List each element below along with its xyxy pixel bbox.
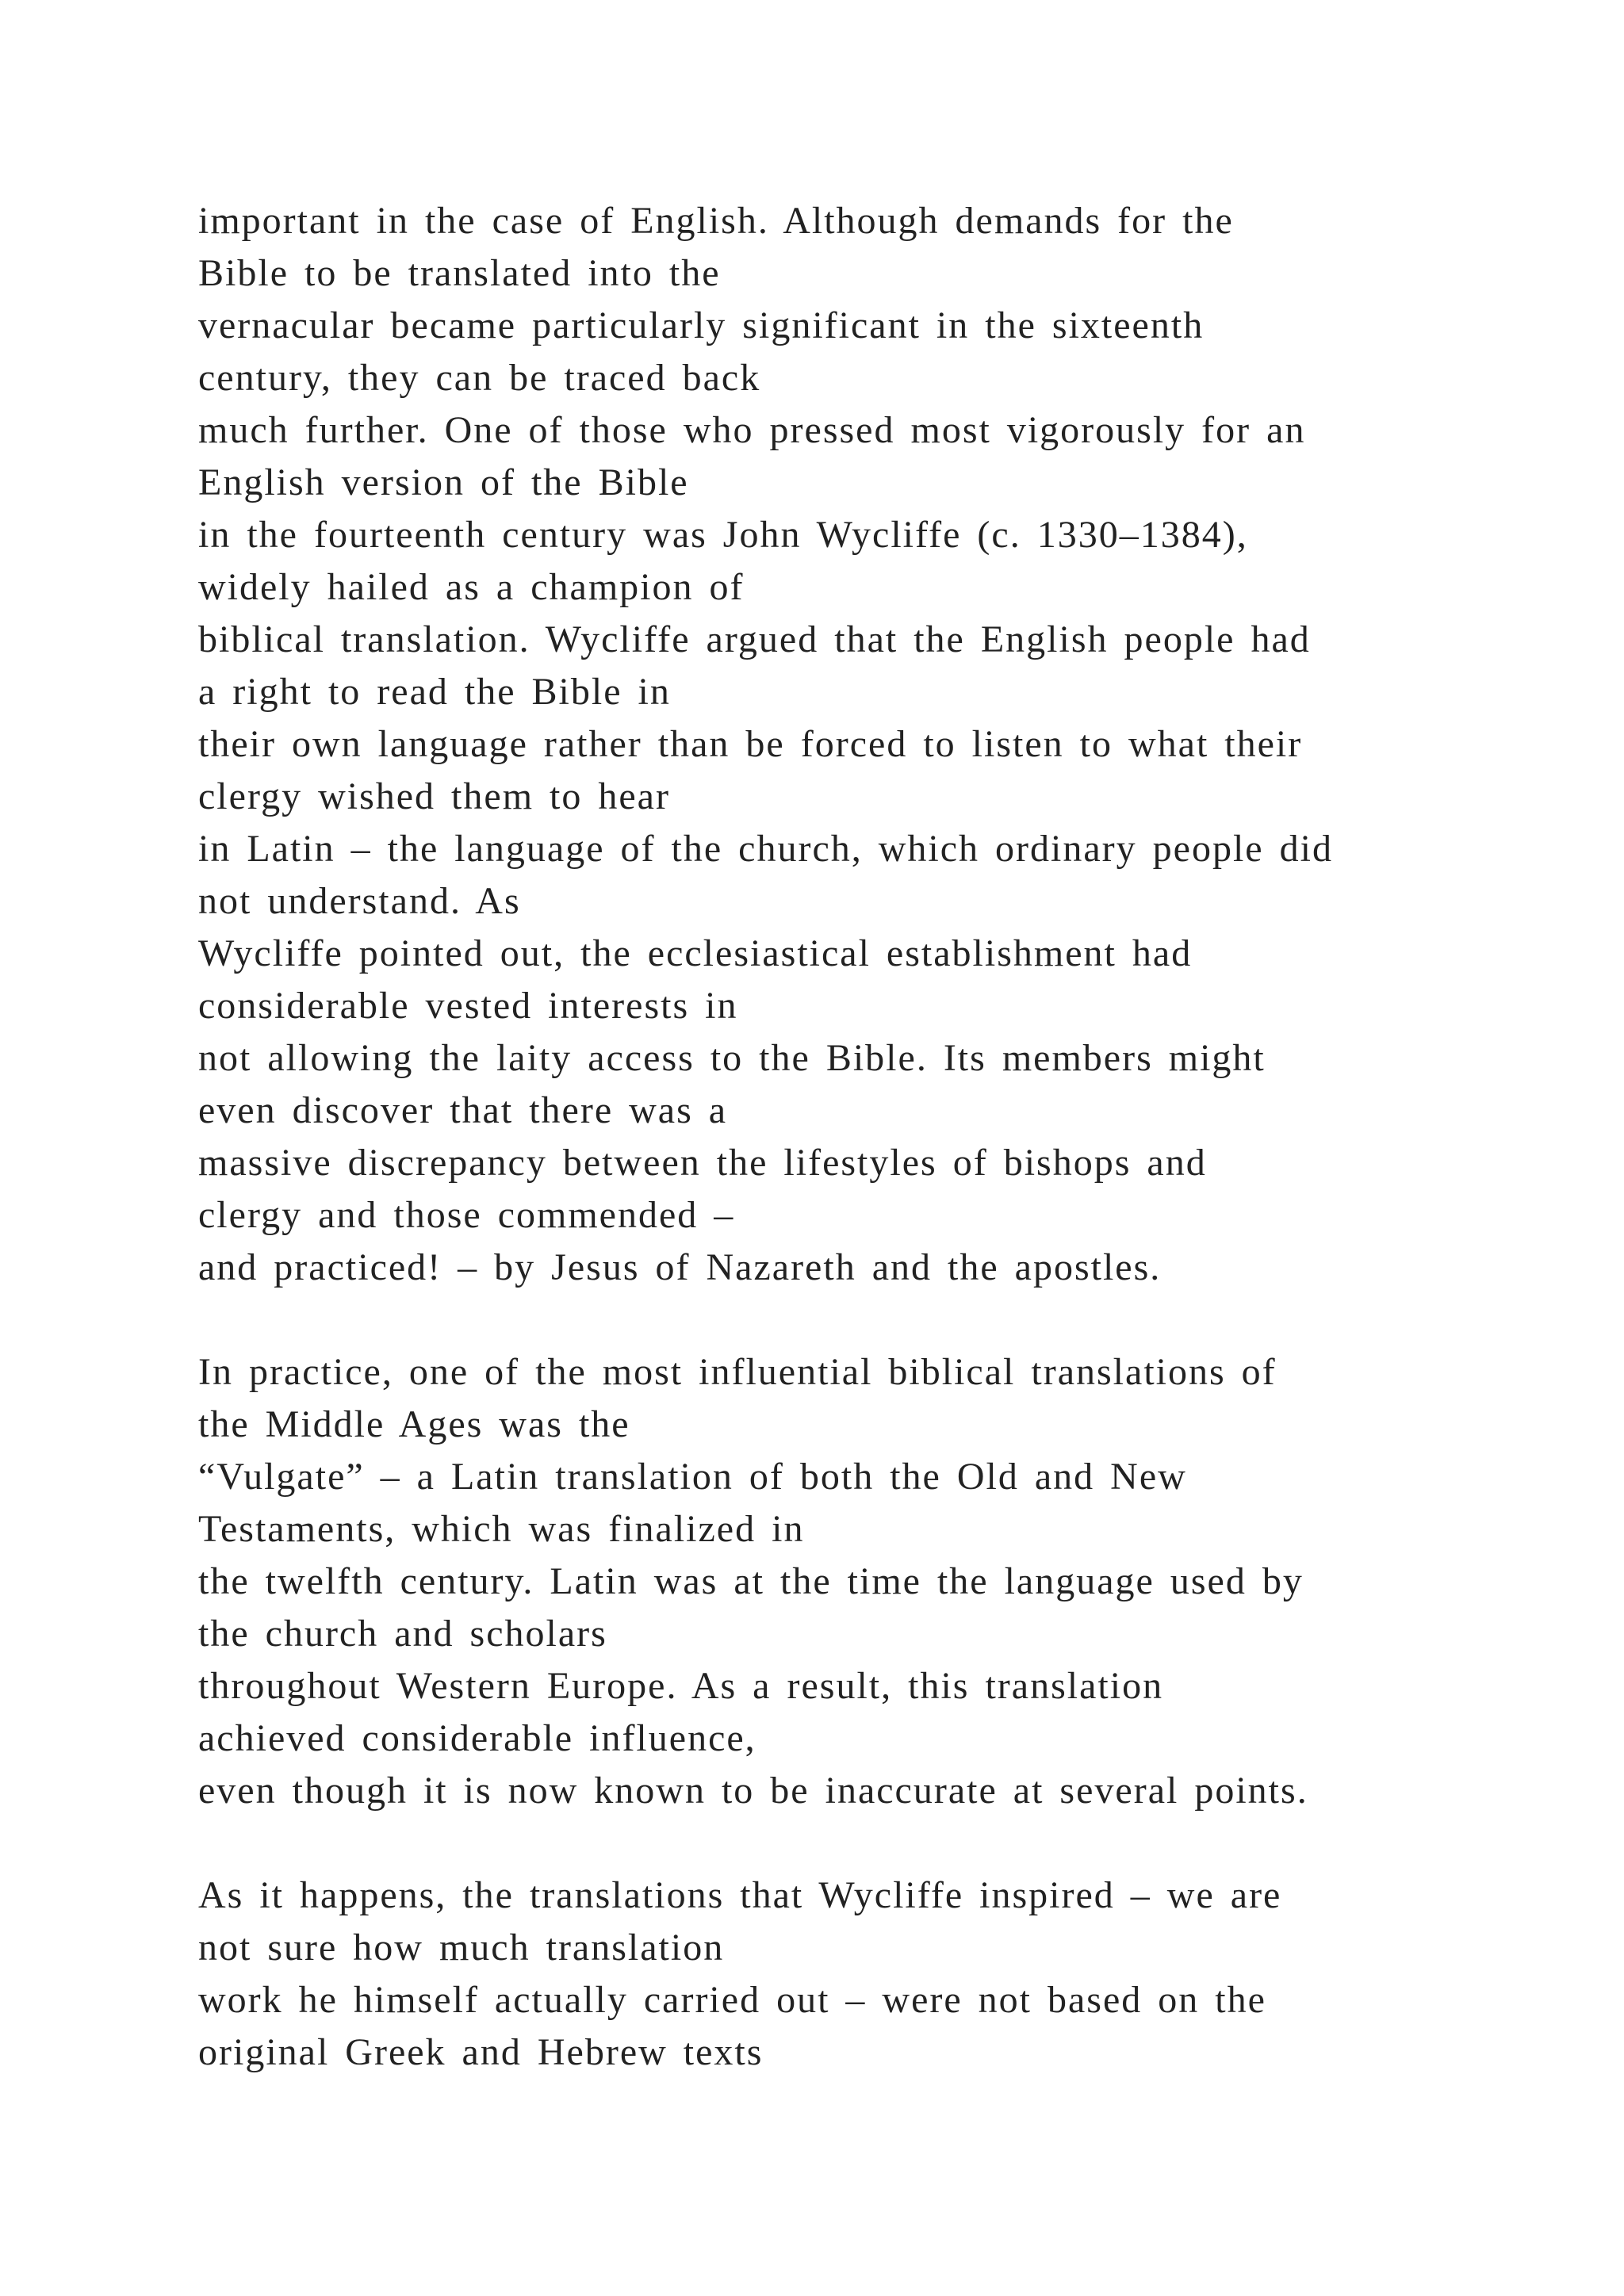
text-line: even discover that there was a	[198, 1089, 728, 1131]
text-line: work he himself actually carried out – were not based on the	[198, 1979, 1266, 2021]
paragraph-2	[198, 1346, 1546, 1817]
text-line: throughout Western Europe. As a result, this translation	[198, 1665, 1164, 1707]
text-line: century, they can be traced back	[198, 357, 761, 399]
text-line: the twelfth century. Latin was at the time the language used by	[198, 1560, 1304, 1602]
text-line: Bible to be translated into the	[198, 252, 721, 294]
text-line: and practiced! – by Jesus of Nazareth and the apostles.	[198, 1246, 1162, 1288]
text-line: massive discrepancy between the lifestyles of bishops and	[198, 1142, 1207, 1184]
text-line: “Vulgate” – a Latin translation of both the Old and New	[198, 1456, 1187, 1498]
text-line: original Greek and Hebrew texts	[198, 2031, 764, 2073]
text-line: clergy and those commended –	[198, 1194, 735, 1236]
text-line: even though it is now known to be inaccurate at several points.	[198, 1770, 1308, 1812]
text-line: a right to read the Bible in	[198, 671, 671, 713]
text-line: in the fourteenth century was John Wycliffe (c. 1330–1384),	[198, 514, 1248, 556]
text-line: As it happens, the translations that Wycliffe inspired – we are	[198, 1874, 1282, 1916]
paragraph-spacer	[198, 1294, 1546, 1346]
paragraph-1	[198, 195, 1546, 1294]
text-line: achieved considerable influence,	[198, 1717, 756, 1759]
text-line: Testaments, which was finalized in	[198, 1508, 805, 1550]
text-line: the church and scholars	[198, 1613, 607, 1655]
text-line: English version of the Bible	[198, 461, 689, 503]
paragraph-3	[198, 1869, 1546, 2079]
text-line: considerable vested interests in	[198, 985, 738, 1027]
text-line: in Latin – the language of the church, which ordinary people did	[198, 828, 1333, 870]
text-line: biblical translation. Wycliffe argued that the English people had	[198, 618, 1311, 660]
text-line: clergy wished them to hear	[198, 775, 670, 817]
text-line: the Middle Ages was the	[198, 1403, 630, 1445]
text-line: Wycliffe pointed out, the ecclesiastical establishment had	[198, 932, 1193, 974]
document-body	[198, 195, 1546, 2079]
text-line: important in the case of English. Although demands for the	[198, 200, 1234, 242]
text-line: much further. One of those who pressed most vigorously for an	[198, 409, 1306, 451]
paragraph-spacer	[198, 1817, 1546, 1869]
text-line: their own language rather than be forced to listen to what their	[198, 723, 1303, 765]
text-line: not sure how much translation	[198, 1927, 725, 1969]
text-line: not allowing the laity access to the Bible. Its members might	[198, 1037, 1266, 1079]
text-line: vernacular became particularly significant in the sixteenth	[198, 304, 1205, 346]
text-line: not understand. As	[198, 880, 521, 922]
text-line: In practice, one of the most influential biblical translations of	[198, 1351, 1277, 1393]
text-line: widely hailed as a champion of	[198, 566, 745, 608]
